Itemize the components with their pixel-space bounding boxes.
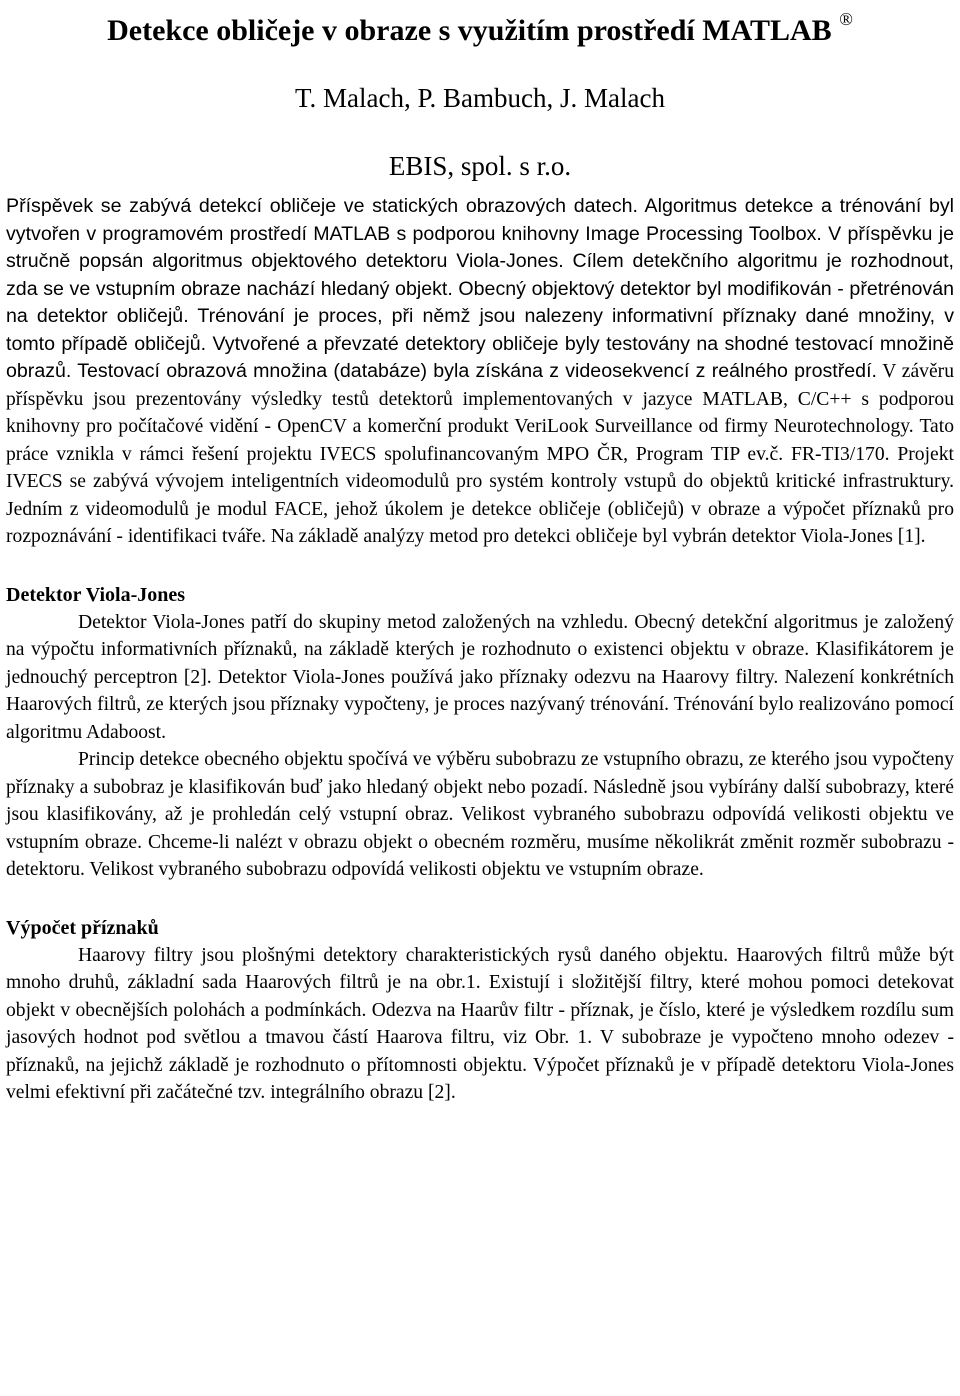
section-heading-feature-computation: Výpočet příznaků: [6, 916, 159, 939]
registered-mark: ®: [839, 9, 853, 29]
paper-affiliation: EBIS, spol. s r.o.: [388, 151, 572, 181]
document-page: [6, 0, 954, 1107]
section-paragraph: Princip detekce obecného objektu spočívá ve výběru subobrazu ze vstupního obrazu, ze kterého jsou vypočteny příznaky a subobraz je klasifikován buď jako hledaný objekt nebo pozadí. Následně jsou vybírány další subobrazy, které jsou klasifikovány, až je prohledán celý vstupní obraz. Velikost vybraného subobrazu odpovídá velikosti objektu ve vstupním obraze. Chceme-li nalézt v obrazu objekt o obecném rozměru, musíme několikrát změnit rozměr subobrazu - detektoru. Velikost vybraného subobrazu odpovídá velikosti objektu ve vstupním obraze.: [6, 749, 954, 880]
paper-authors: T. Malach, P. Bambuch, J. Malach: [295, 83, 665, 113]
paper-title-text: Detekce obličeje v obraze s využitím prostředí MATLAB: [107, 14, 832, 47]
abstract-paragraph: [6, 193, 954, 551]
section-heading-viola-jones: Detektor Viola-Jones: [6, 583, 186, 606]
paper-title: [6, 4, 954, 50]
abstract-part-serif: V závěru příspěvku jsou prezentovány výsledky testů detektorů implementovaných v jazyce MATLAB, C/C++ s podporou knihovny pro počítačové vidění - OpenCV a komerční produkt VeriLook Surveillance od firmy Neurotechnology. Tato práce vznikla v rámci řešení projektu IVECS spolufinancovaným MPO ČR, Program TIP ev.č. FR-TI3/170. Projekt IVECS se zabývá vývojem inteligentních videomodulů pro systém kontroly vstupů do objektů kritické infrastruktury. Jedním z videomodulů je modul FACE, jehož úkolem je detekce obličeje (obličejů) v obraze a výpočet příznaků pro rozpoznávání - identifikaci tváře. Na základě analýzy metod pro detekci obličeje byl vybrán detektor Viola-Jones [1].: [6, 361, 954, 547]
abstract-part-sans: Příspěvek se zabývá detekcí obličeje ve statických obrazových datech. Algoritmus detekce a trénování byl vytvořen v programovém prostředí MATLAB s podporou knihovny Image Processing Toolbox. V příspěvku je stručně popsán algoritmus objektového detektoru Viola-Jones. Cílem detekčního algoritmu je rozhodnout, zda se ve vstupním obraze nachází hledaný objekt. Obecný objektový detektor byl modifikován - přetrénován na detektor obličejů. Trénování je proces, při němž jsou nalezeny informativní příznaky dané množiny, v tomto případě obličejů. Vytvořené a převzaté detektory obličeje byly testovány na shodné testovací množině obrazů. Testovací obrazová množina (databáze) byla získána z videosekvencí z reálného prostředí.: [6, 195, 954, 382]
section-paragraph: Detektor Viola-Jones patří do skupiny metod založených na vzhledu. Obecný detekční algoritmus je založený na výpočtu informativních příznaků, na základě kterých je rozhodnuto o existenci objektu v obraze. Klasifikátorem je jednouchý perceptron [2]. Detektor Viola-Jones používá jako příznaky odezvu na Haarovy filtry. Nalezení konkrétních Haarových filtrů, ze kterých jsou příznaky vypočteny, je proces nazývaný trénování. Trénování bylo realizováno pomocí algoritmu Adaboost.: [6, 611, 954, 743]
section-paragraph: Haarovy filtry jsou plošnými detektory charakteristických rysů daného objektu. Haarových filtrů může být mnoho druhů, základní sada Haarových filtrů je na obr.1. Existují i složitější filtry, které mohou pomoci detekovat objekt v obecnějších polohách a podmínkách. Odezva na Haarův filtr - příznak, je číslo, které je výsledkem rozdílu sum jasových hodnot pod světlou a tmavou částí Haarova filtru, viz Obr. 1. V subobraze je vypočteno mnoho odezev - příznaků, na jejichž základě je rozhodnuto o přítomnosti objektu. Výpočet příznaků je v případě detektoru Viola-Jones velmi efektivní při začátečné tzv. integrálního obrazu [2].: [6, 944, 954, 1103]
